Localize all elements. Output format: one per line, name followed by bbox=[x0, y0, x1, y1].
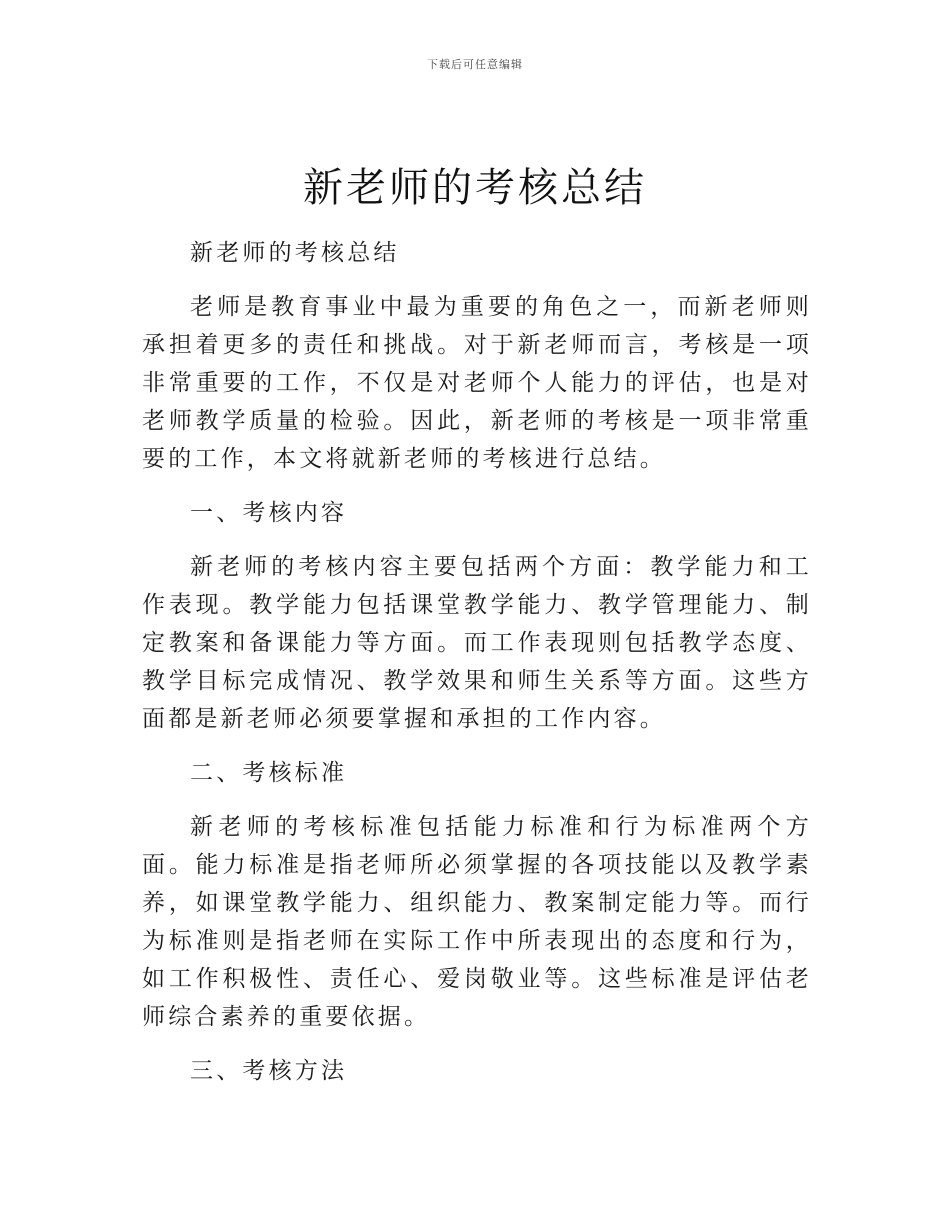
section-paragraph-standards: 新老师的考核标准包括能力标准和行为标准两个方面。能力标准是指老师所必须掌握的各项技能以及教学素养，如课堂教学能力、组织能力、教案制定能力等。而行为标准则是指老师在实际工作中所表现出的态度和行为，如工作积极性、责任心、爱岗敬业等。这些标准是评估老师综合素养的重要依据。 bbox=[142, 814, 812, 1030]
intro-paragraph: 老师是教育事业中最为重要的角色之一，而新老师则承担着更多的责任和挑战。对于新老师而言，考核是一项非常重要的工作，不仅是对老师个人能力的评估，也是对老师教学质量的检验。因此，新老师的考核是一项非常重要的工作，本文将就新老师的考核进行总结。 bbox=[142, 294, 812, 472]
section-paragraph-content: 新老师的考核内容主要包括两个方面：教学能力和工作表现。教学能力包括课堂教学能力、教学管理能力、制定教案和备课能力等方面。而工作表现则包括教学态度、教学目标完成情况、教学效果和师生关系等方面。这些方面都是新老师必须要掌握和承担的工作内容。 bbox=[142, 554, 812, 732]
header-note: 下载后可任意编辑 bbox=[427, 58, 523, 71]
document-title: 新老师的考核总结 bbox=[303, 165, 647, 211]
document-subtitle: 新老师的考核总结 bbox=[190, 240, 400, 266]
section-heading-methods: 三、考核方法 bbox=[190, 1058, 348, 1084]
document-body bbox=[142, 234, 812, 1106]
section-heading-content: 一、考核内容 bbox=[190, 500, 348, 526]
section-heading-standards: 二、考核标准 bbox=[190, 760, 348, 786]
